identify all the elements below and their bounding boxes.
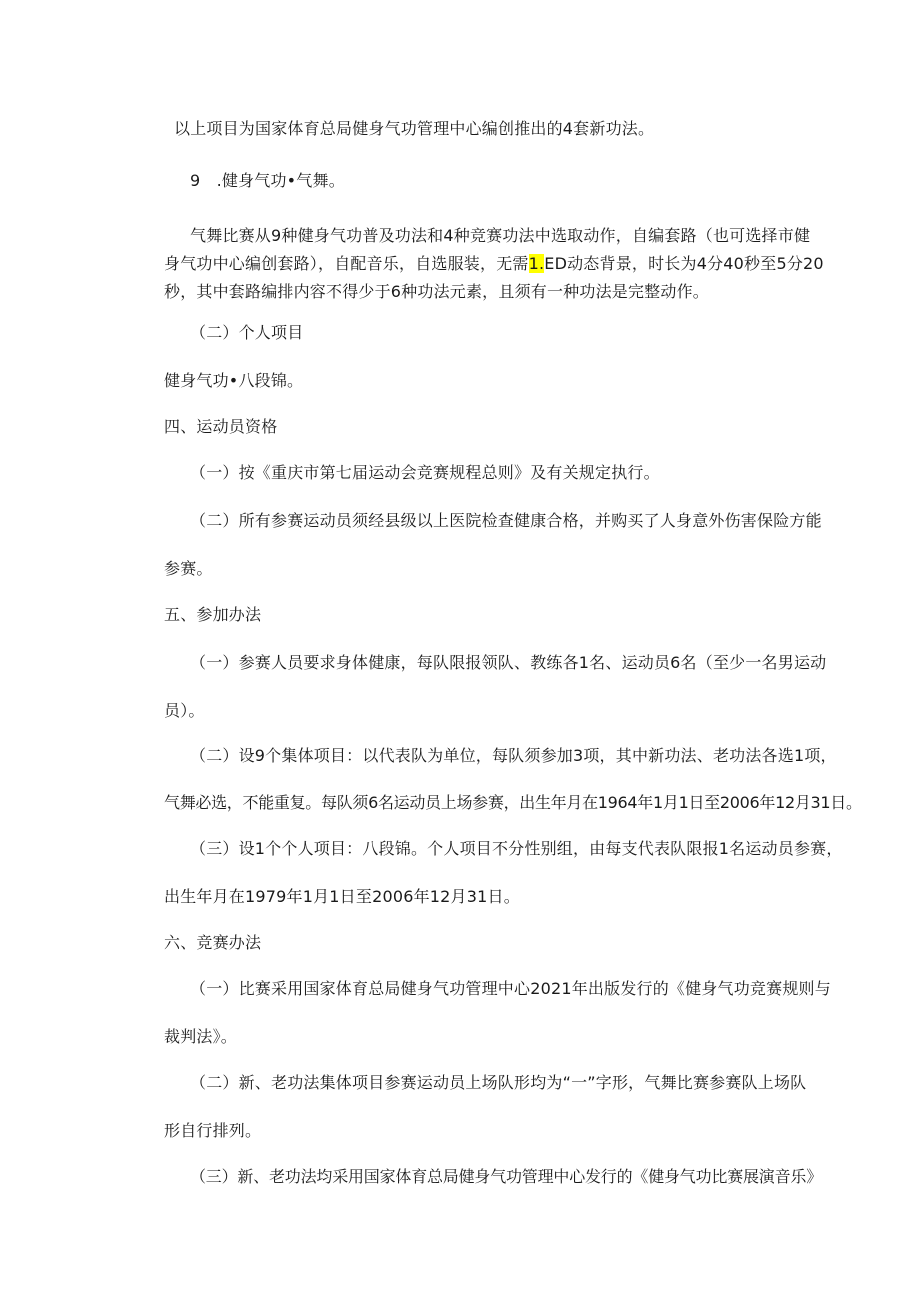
paragraph-qiwu-line-1: 气舞比赛从9种健身气功普及功法和4种竞赛功法中选取动作，自编套路（也可选择市健 xyxy=(190,226,811,245)
paragraph-intro: 以上项目为国家体育总局健身气功管理中心编创推出的4套新功法。 xyxy=(174,119,655,138)
paragraph-competition-1-line-1: （一）比赛采用国家体育总局健身气功管理中心2021年出版发行的《健身气功竞赛规则与 xyxy=(190,979,831,998)
paragraph-qiwu-line-3: 秒，其中套路编排内容不得少于6种功法元素，且须有一种功法是完整动作。 xyxy=(164,282,709,301)
section-heading-athlete-qualification: 四、运动员资格 xyxy=(164,417,278,436)
item-heading-qiwu: 9 .健身气功•气舞。 xyxy=(190,171,345,190)
paragraph-competition-2-line-2: 形自行排列。 xyxy=(164,1121,262,1140)
paragraph-competition-2-line-1: （二）新、老功法集体项目参赛运动员上场队形均为“一”字形，气舞比赛参赛队上场队 xyxy=(190,1073,807,1092)
paragraph-qualification-2-line-2: 参赛。 xyxy=(164,559,213,578)
paragraph-participation-1-line-2: 员）。 xyxy=(164,701,205,720)
paragraph-qualification-2-line-1: （二）所有参赛运动员须经县级以上医院检查健康合格，并购买了人身意外伤害保险方能 xyxy=(190,511,822,530)
paragraph-participation-3-line-2: 出生年月在1979年1月1日至2006年12月31日。 xyxy=(164,887,520,906)
section-heading-participation: 五、参加办法 xyxy=(164,605,262,624)
text-segment: ED动态背景，时长为4分40秒至5分20 xyxy=(544,254,824,273)
paragraph-qualification-1: （一）按《重庆市第七届运动会竞赛规程总则》及有关规定执行。 xyxy=(190,463,660,482)
text-segment: 身气功中心编创套路），自配音乐，自选服装，无需 xyxy=(164,254,529,273)
section-heading-competition: 六、竞赛办法 xyxy=(164,933,262,952)
paragraph-participation-3-line-1: （三）设1个个人项目：八段锦。个人项目不分性别组，由每支代表队限报1名运动员参赛， xyxy=(190,839,843,858)
paragraph-participation-2-line-1: （二）设9个集体项目：以代表队为单位，每队须参加3项，其中新功法、老功法各选1项， xyxy=(190,746,837,765)
paragraph-baduanjin: 健身气功•八段锦。 xyxy=(164,371,304,390)
paragraph-competition-3-line-1: （三）新、老功法均采用国家体育总局健身气功管理中心发行的《健身气功比赛展演音乐》 xyxy=(190,1167,823,1186)
highlighted-text: 1. xyxy=(528,254,545,273)
section-heading-individual: （二）个人项目 xyxy=(190,323,304,342)
paragraph-participation-1-line-1: （一）参赛人员要求身体健康，每队限报领队、教练各1名、运动员6名（至少一名男运动 xyxy=(190,653,827,672)
paragraph-participation-2-line-2: 气舞必选，不能重复。每队须6名运动员上场参赛，出生年月在1964年1月1日至2006年12月31日。 xyxy=(164,793,862,812)
paragraph-competition-1-line-2: 裁判法》。 xyxy=(164,1027,238,1046)
paragraph-qiwu-line-2 xyxy=(164,253,824,275)
